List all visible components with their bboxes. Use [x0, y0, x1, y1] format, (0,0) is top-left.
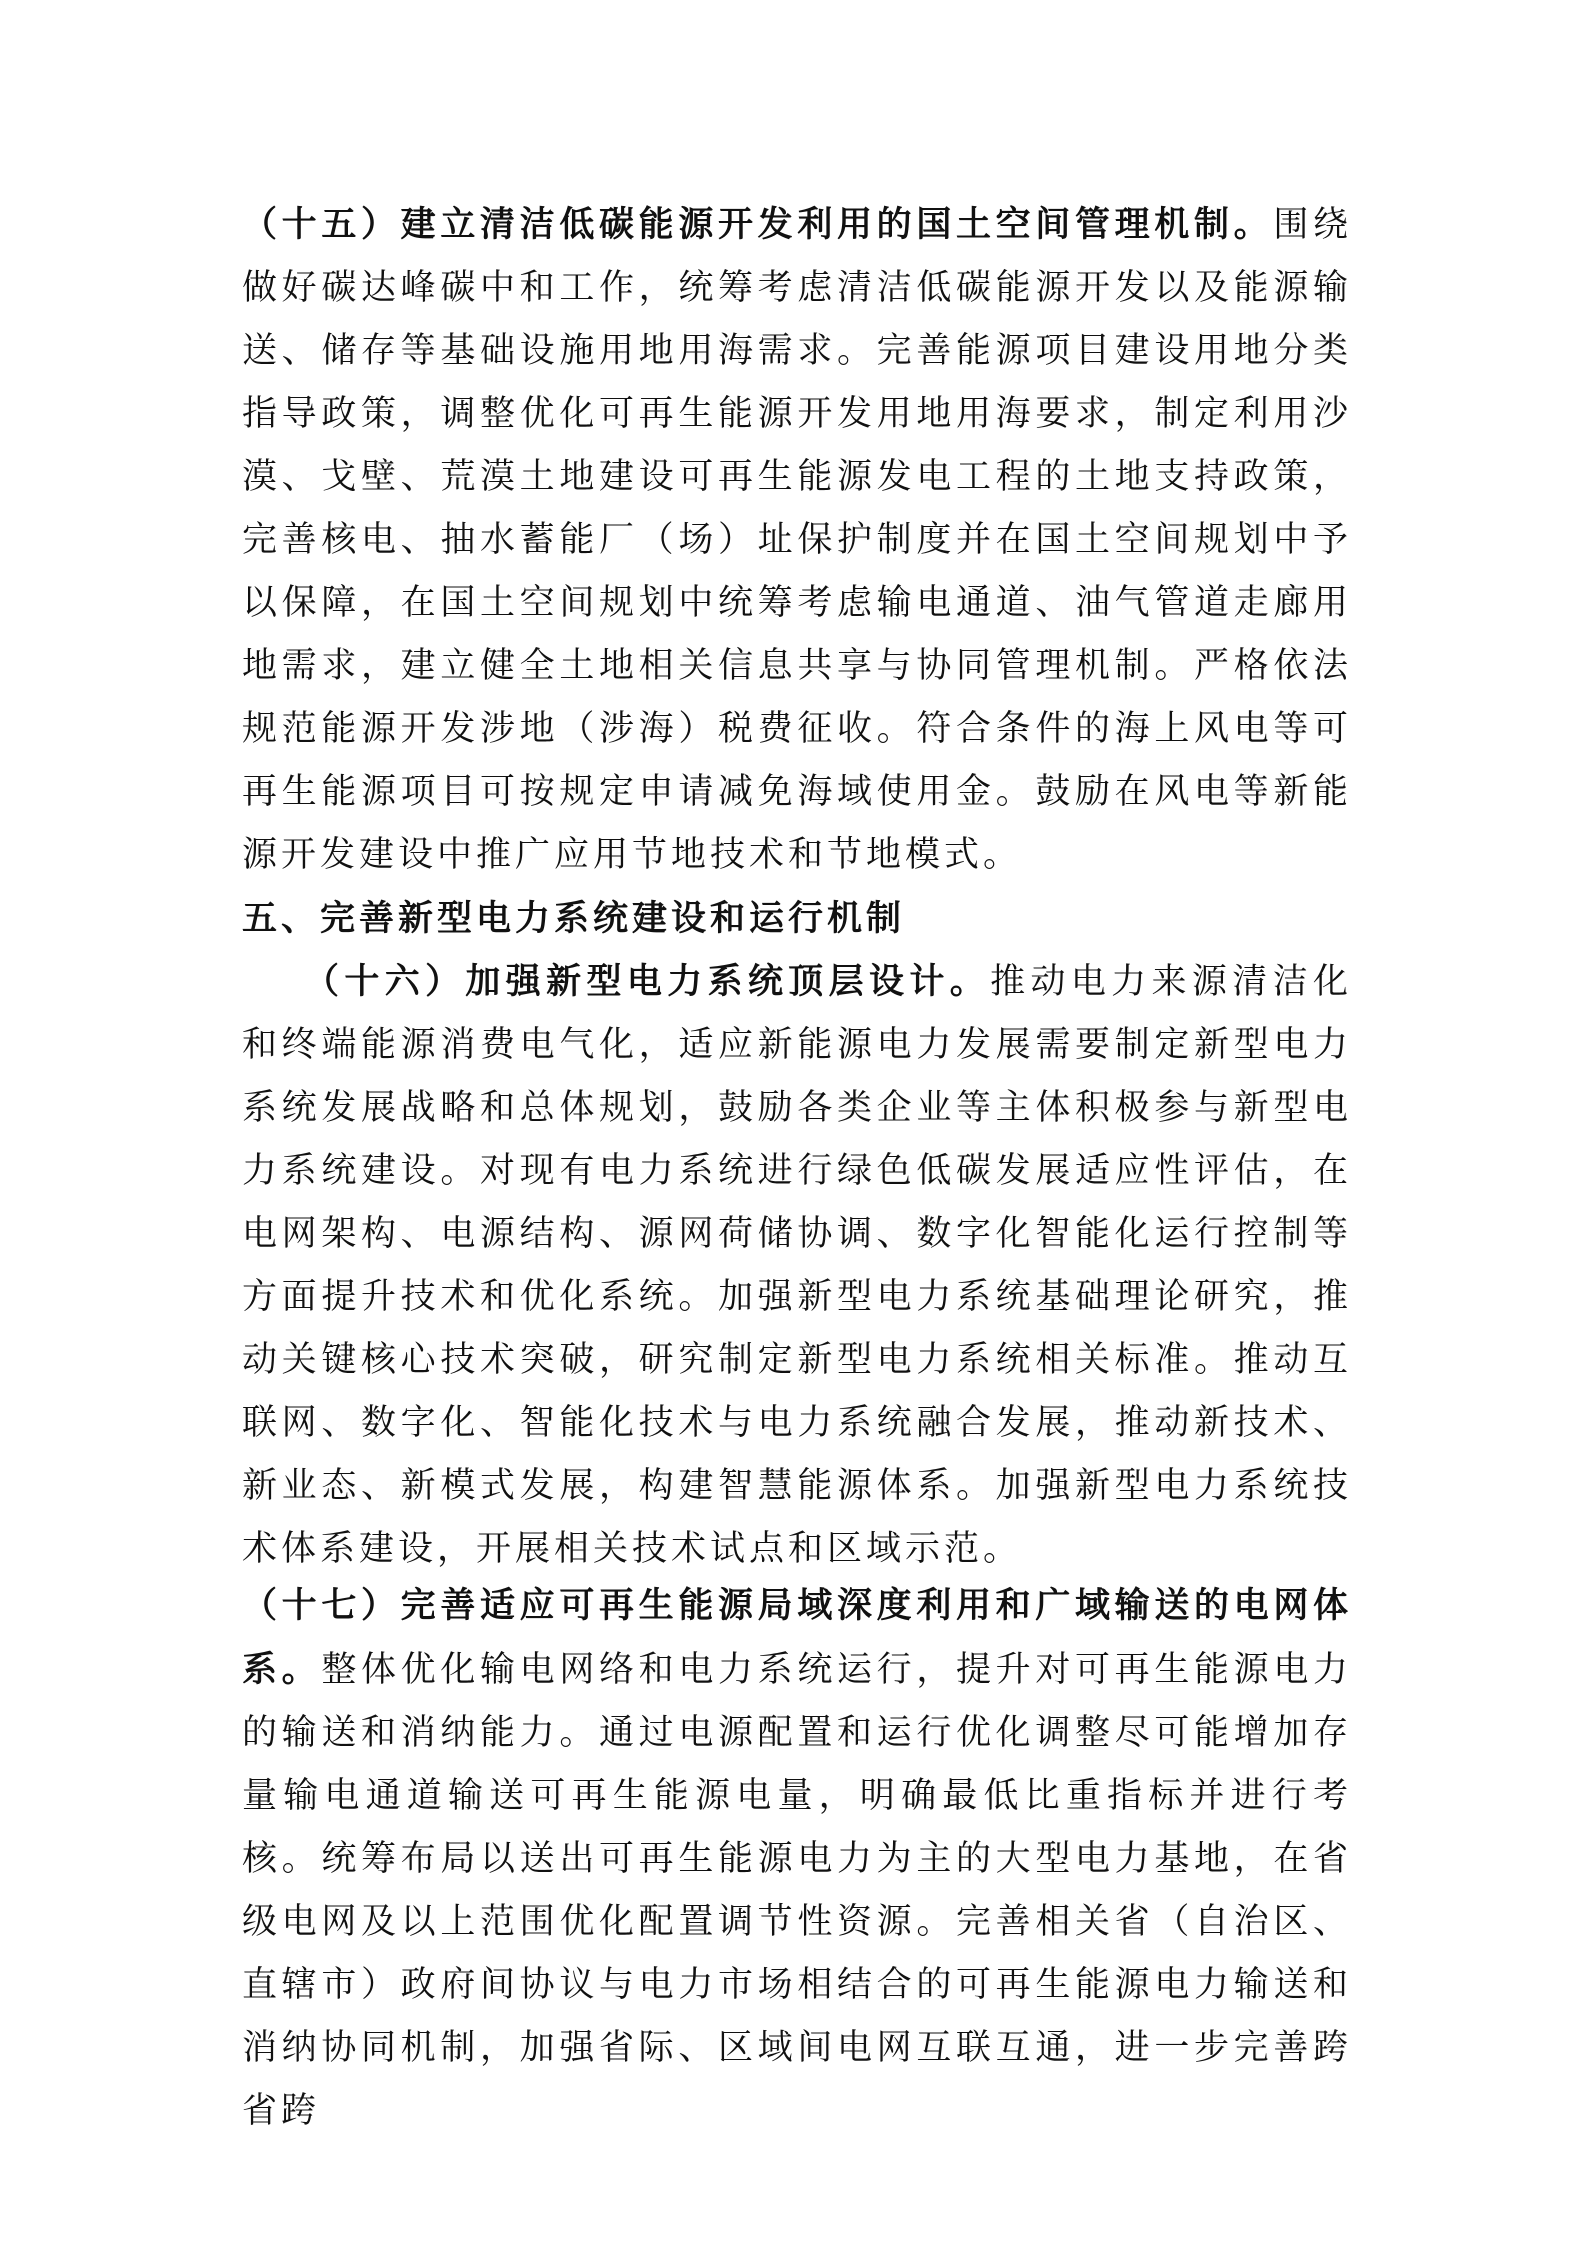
paragraph-17 [242, 1574, 1352, 2143]
section-heading-5: 五、完善新型电力系统建设和运行机制 [242, 898, 906, 939]
paragraph-17-lead: （十七）完善适应可再生能源局域深度利用和广域输送的电网体系。 [242, 1585, 1352, 1690]
paragraph-16-lead: （十六）加强新型电力系统顶层设计。 [304, 961, 991, 1002]
paragraph-15 [242, 193, 1352, 887]
paragraph-16-body: 推动电力来源清洁化和终端能源消费电气化，适应新能源电力发展需要制定新型电力系统发展战略和总体规划，鼓励各类企业等主体积极参与新型电力系统建设。对现有电力系统进行绿色低碳发展适应性评估，在电网架构、电源结构、源网荷储协调、数字化智能化运行控制等方面提升技术和优化系统。加强新型电力系统基础理论研究，推动关键核心技术突破，研究制定新型电力系统相关标准。推动互联网、数字化、智能化技术与电力系统融合发展，推动新技术、新业态、新模式发展，构建智慧能源体系。加强新型电力系统技术体系建设，开展相关技术试点和区域示范。 [242, 962, 1352, 1569]
paragraph-15-lead: （十五）建立清洁低碳能源开发利用的国土空间管理机制。 [242, 204, 1274, 245]
paragraph-17-body: 整体优化输电网络和电力系统运行，提升对可再生能源电力的输送和消纳能力。通过电源配置和运行优化调整尽可能增加存量输电通道输送可再生能源电量，明确最低比重指标并进行考核。统筹布局以送出可再生能源电力为主的大型电力基地，在省级电网及以上范围优化配置调节性资源。完善相关省（自治区、直辖市）政府间协议与电力市场相结合的可再生能源电力输送和消纳协同机制，加强省际、区域间电网互联互通，进一步完善跨省跨 [242, 1650, 1352, 2131]
paragraph-16 [242, 950, 1352, 1581]
paragraph-15-body: 围绕做好碳达峰碳中和工作，统筹考虑清洁低碳能源开发以及能源输送、储存等基础设施用地用海需求。完善能源项目建设用地分类指导政策，调整优化可再生能源开发用地用海要求，制定利用沙漠、戈壁、荒漠土地建设可再生能源发电工程的土地支持政策，完善核电、抽水蓄能厂（场）址保护制度并在国土空间规划中予以保障，在国土空间规划中统筹考虑输电通道、油气管道走廊用地需求，建立健全土地相关信息共享与协同管理机制。严格依法规范能源开发涉地（涉海）税费征收。符合条件的海上风电等可再生能源项目可按规定申请减免海域使用金。鼓励在风电等新能源开发建设中推广应用节地技术和节地模式。 [242, 205, 1352, 875]
